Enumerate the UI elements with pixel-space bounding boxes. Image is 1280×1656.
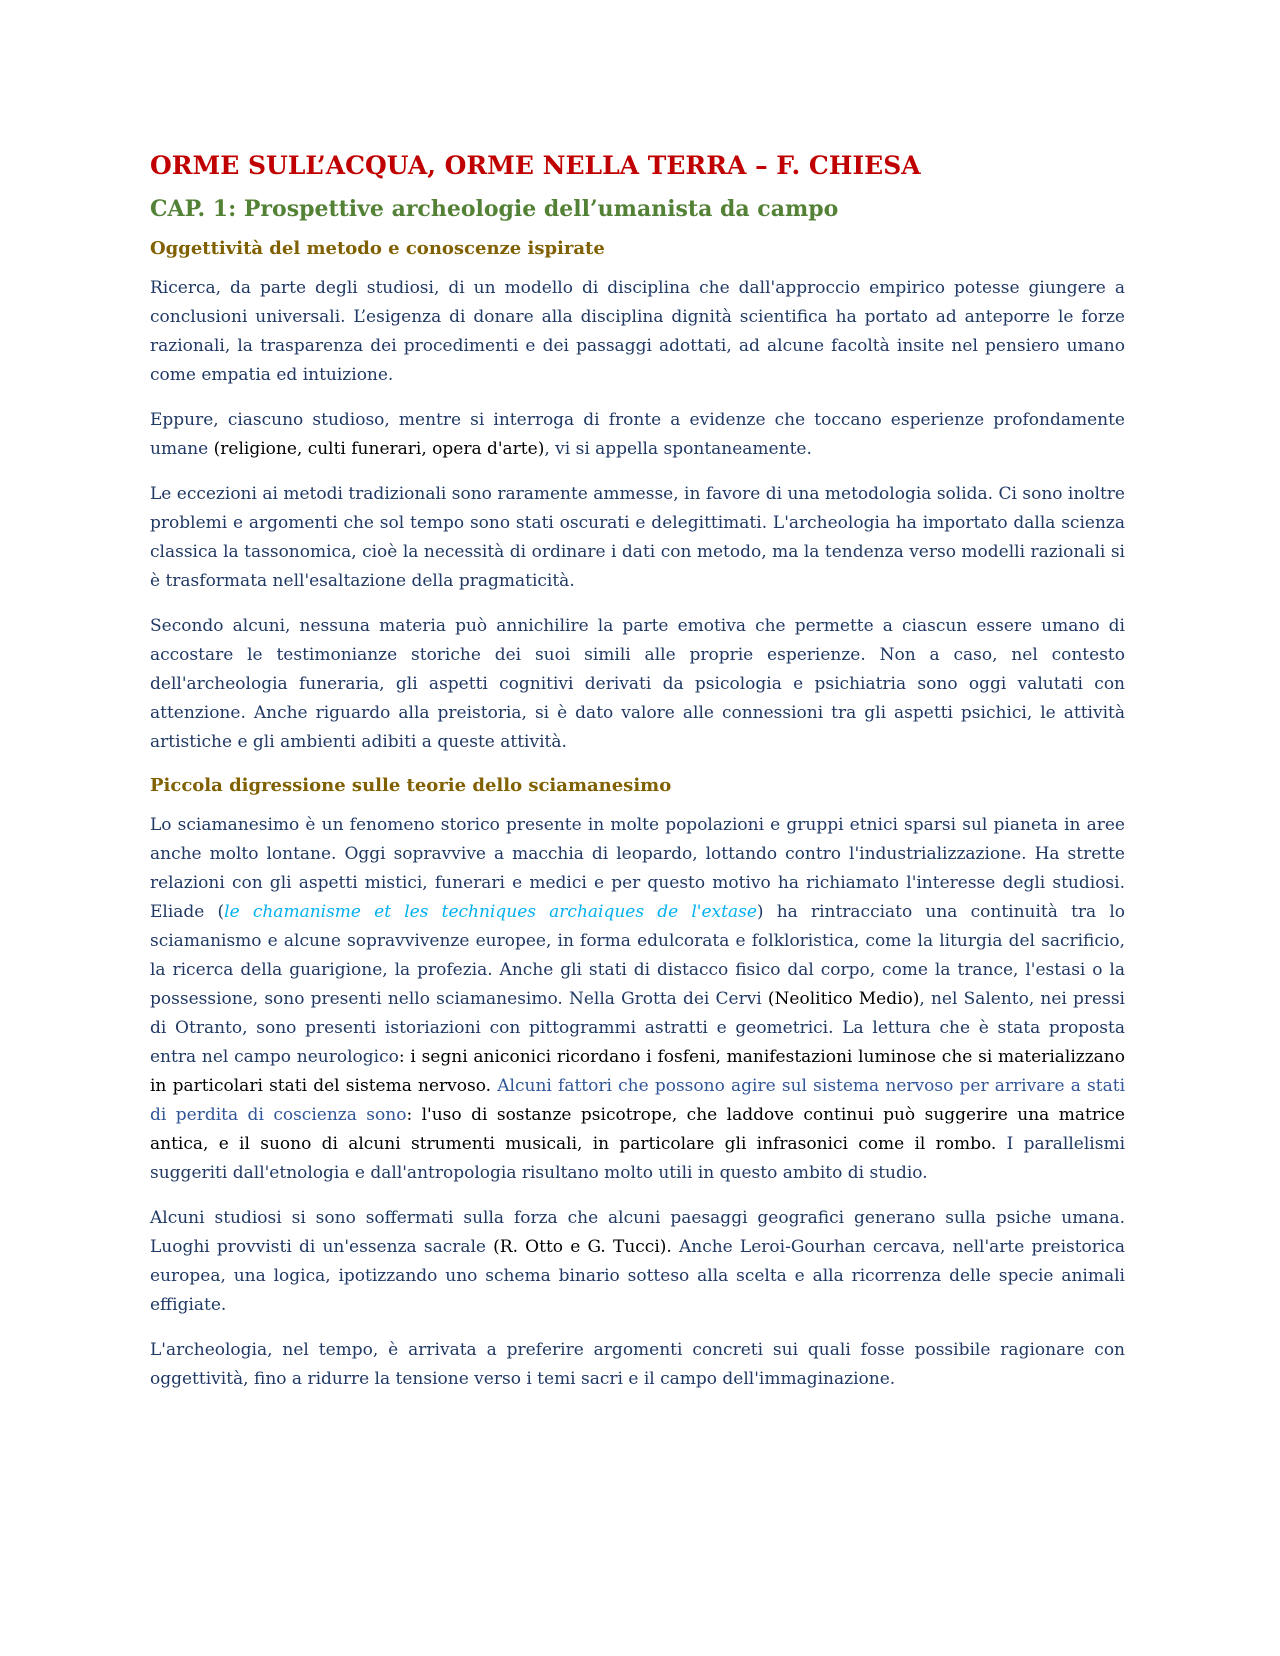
alcuni-studiosi-text-1: Alcuni studiosi si sono soffermati sulla forza che alcuni paesaggi geografici generano sulla psiche umana. Luoghi provvisti di un'essenza sacrale xyxy=(150,1208,1125,1257)
eliade-citation: le chamanisme et les techniques archaiques de l'extase xyxy=(224,902,757,922)
sciamanesimo-text-1: Lo sciamanesimo è un fenomeno storico presente in molte popolazioni e gruppi etnici sparsi sul pianeta in aree anche molto lontane. Oggi sopravvive a macchia di leopardo, lottando contro l'industrializzazione. Ha strette relazioni con gli aspetti mistici, funerari e medici e per questo motivo ha richiamato l'interesse degli studiosi. Eliade ( xyxy=(150,815,1125,922)
paragraph-eppure-text-2: , vi si appella spontaneamente. xyxy=(544,439,812,459)
paragraph-archeologia-nel-tempo: L'archeologia, nel tempo, è arrivata a preferire argomenti concreti sui quali fosse possibile ragionare con oggettività, fino a ridurre la tensione verso i temi sacri e il campo dell'immaginazione. xyxy=(150,1340,1125,1389)
chapter-heading: CAP. 1: Prospettive archeologie dell’umanista da campo xyxy=(150,196,839,222)
neolitico-medio-note: (Neolitico Medio) xyxy=(767,989,920,1009)
paragraph-eppure-examples: (religione, culti funerari, opera d'arte) xyxy=(213,439,545,459)
document-title: ORME SULL’ACQUA, ORME NELLA TERRA – F. CHIESA xyxy=(150,151,921,180)
paragraph-sciamanesimo xyxy=(150,811,1125,1188)
document-page xyxy=(150,150,1125,1410)
paragraph-eppure-text-1: Eppure, ciascuno studioso, mentre si interroga di fronte a evidenze che toccano esperienze profondamente umane xyxy=(150,410,1125,459)
paragraph-alcuni-studiosi xyxy=(150,1204,1125,1320)
section-heading-oggettivita: Oggettività del metodo e conoscenze ispirate xyxy=(150,238,605,259)
alcuni-studiosi-text-2: Anche Leroi-Gourhan cercava, nell'arte preistorica europea, una logica, ipotizzando uno schema binario sotteso alla scelta e alla ricorrenza delle specie animali effigiate. xyxy=(150,1237,1126,1315)
paragraph-secondo-alcuni: Secondo alcuni, nessuna materia può annichilire la parte emotiva che permette a ciascun essere umano di accostare le testimonianze storiche dei suoi simili alle proprie esperienze. Non a caso, nel contesto dell'archeologia funeraria, gli aspetti cognitivi derivati da psicologia e psichiatria sono oggi valutati con attenzione. Anche riguardo alla preistoria, si è dato valore alle connessioni tra gli aspetti psichici, le attività artistiche e gli ambienti adibiti a queste attività. xyxy=(150,616,1125,752)
paragraph-eppure xyxy=(150,406,1125,464)
section-heading-sciamanesimo: Piccola digressione sulle teorie dello sciamanesimo xyxy=(150,775,672,796)
sciamanesimo-text-3: , nel Salento, nei pressi di Otranto, sono presenti istoriazioni con pittogrammi astratti e geometrici. La lettura che è stata proposta entra nel campo neurologico xyxy=(150,989,1125,1067)
sciamanesimo-text-4: : i segni aniconici ricordano i fosfeni, manifestazioni luminose che si materializzano in particolari stati del sistema nervoso. xyxy=(150,1047,1125,1096)
paragraph-eccezioni: Le eccezioni ai metodi tradizionali sono raramente ammesse, in favore di una metodologia solida. Ci sono inoltre problemi e argomenti che sol tempo sono stati oscurati e delegittimati. L'archeologia ha importato dalla scienza classica la tassonomica, cioè la necessità di ordinare i dati con metodo, ma la tendenza verso modelli razionali si è trasformata nell'esaltazione della pragmaticità. xyxy=(150,484,1125,591)
sciamanesimo-text-7: I parallelismi suggeriti dall'etnologia e dall'antropologia risultano molto utili in questo ambito di studio. xyxy=(150,1134,1125,1183)
otto-tucci-note: (R. Otto e G. Tucci). xyxy=(493,1237,672,1257)
sciamanesimo-text-6: : l'uso di sostanze psicotrope, che laddove continui può suggerire una matrice antica, e il suono di alcuni strumenti musicali, in particolare gli infrasonici come il rombo. xyxy=(150,1105,1125,1154)
sciamanesimo-text-2: ) ha rintracciato una continuità tra lo sciamanismo e alcune sopravvivenze europee, in forma edulcorata e folkloristica, come la liturgia del sacrificio, la ricerca della guarigione, la profezia. Anche gli stati di distacco fisico dal corpo, come la trance, l'estasi o la possessione, sono presenti nello sciamanesimo. Nella Grotta dei Cervi xyxy=(150,902,1126,1009)
sciamanesimo-text-5: Alcuni fattori che possono agire sul sistema nervoso per arrivare a stati di perdita di coscienza sono xyxy=(150,1076,1126,1125)
paragraph-ricerca: Ricerca, da parte degli studiosi, di un modello di disciplina che dall'approccio empirico potesse giungere a conclusioni universali. L’esigenza di donare alla disciplina dignità scientifica ha portato ad anteporre le forze razionali, la trasparenza dei procedimenti e dei passaggi adottati, ad alcune facoltà insite nel pensiero umano come empatia ed intuizione. xyxy=(150,278,1125,385)
